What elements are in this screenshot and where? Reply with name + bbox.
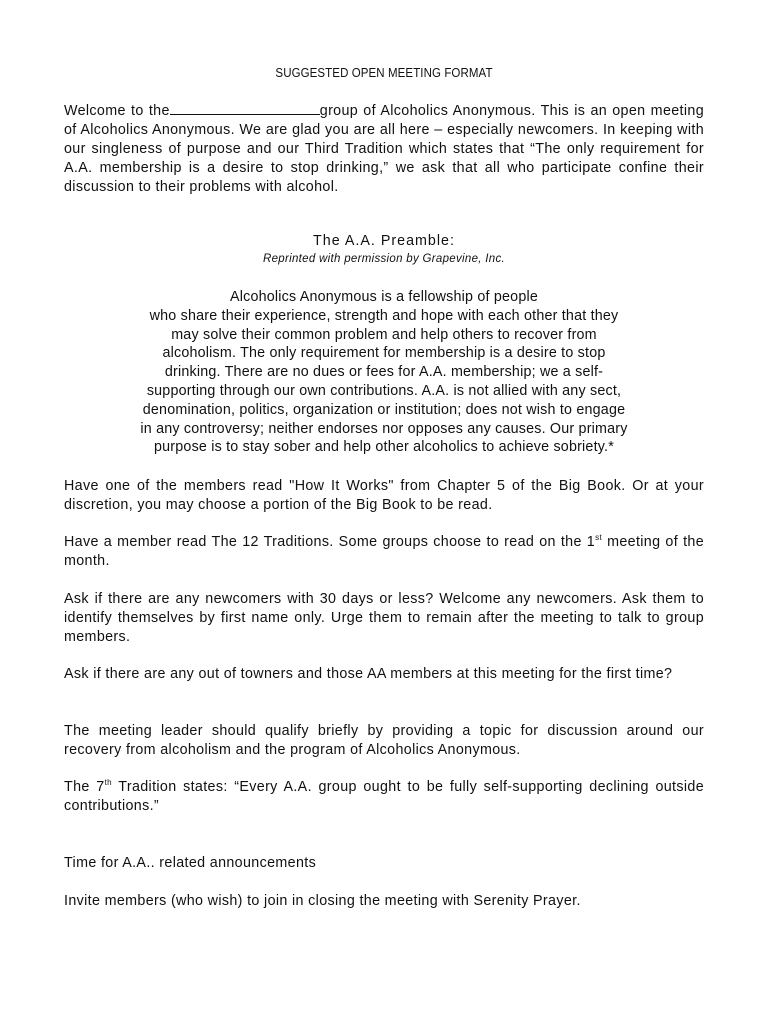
- how-it-works-paragraph: Have one of the members read "How It Works" from Chapter 5 of the Big Book. Or at your discretion, you may choose a portion of the Big Book to be read.: [64, 478, 704, 513]
- preamble-line: may solve their common problem and help others to recover from: [171, 326, 597, 343]
- preamble-line: alcoholism. The only requirement for membership is a desire to stop: [162, 345, 606, 362]
- preamble-line: denomination, politics, organization or institution; does not wish to engage: [142, 401, 626, 418]
- seventh-tradition-start: The 7: [64, 779, 105, 795]
- seventh-tradition-text: Tradition states: “Every A.A. group ought to be fully self-supporting declining outside contributions.”: [64, 779, 704, 814]
- preamble-heading: The A.A. Preamble:: [313, 233, 455, 249]
- out-of-towners-paragraph: Ask if there are any out of towners and those AA members at this meeting for the first time?: [64, 666, 673, 682]
- preamble-line: in any controversy; neither endorses nor opposes any causes. Our primary: [140, 420, 628, 437]
- preamble-line: drinking. There are no dues or fees for A.A. membership; we a self-: [164, 364, 604, 381]
- preamble-line: purpose is to stay sober and help other alcoholics to achieve sobriety.*: [154, 439, 614, 456]
- traditions-paragraph: [64, 533, 704, 571]
- preamble-text: [84, 288, 684, 457]
- document-title: SUGGESTED OPEN MEETING FORMAT: [275, 66, 493, 80]
- preamble-line: supporting through our own contributions. A.A. is not allied with any sect,: [146, 382, 622, 399]
- announcements-paragraph: Time for A.A.. related announcements: [64, 855, 317, 871]
- seventh-tradition-paragraph: [64, 778, 704, 816]
- group-name-blank: [170, 101, 320, 115]
- traditions-ordinal-suffix: st: [595, 533, 603, 543]
- newcomers-paragraph: Ask if there are any newcomers with 30 days or less? Welcome any newcomers. Ask them to identify themselves by first name only. Urge them to remain after the meeting to talk to group members.: [64, 591, 704, 645]
- leader-paragraph: The meeting leader should qualify briefly by providing a topic for discussion around our recovery from alcoholism and the program of Alcoholics Anonymous.: [64, 723, 704, 758]
- welcome-paragraph: [64, 101, 704, 197]
- welcome-text-rest: group of Alcoholics Anonymous. This is an open meeting of Alcoholics Anonymous. We are glad you are all here – especially newcomers. In keeping with our singleness of purpose and our Third Tradition which states that “The only requirement for A.A. membership is a desire to stop drinking,” we ask that all who participate confine their discussion to their problems with alcohol.: [64, 103, 704, 195]
- preamble-line: who share their experience, strength and hope with each other that they: [149, 307, 619, 324]
- preamble-line: Alcoholics Anonymous is a fellowship of people: [229, 289, 539, 305]
- traditions-text-end: meeting of the month.: [64, 534, 704, 569]
- seventh-ordinal-suffix: th: [104, 778, 112, 788]
- preamble-credit: Reprinted with permission by Grapevine, Inc.: [262, 253, 506, 265]
- traditions-text: Have a member read The 12 Traditions. Some groups choose to read on the 1: [64, 534, 596, 550]
- welcome-text-start: Welcome to the: [64, 103, 170, 119]
- closing-paragraph: Invite members (who wish) to join in closing the meeting with Serenity Prayer.: [64, 893, 581, 909]
